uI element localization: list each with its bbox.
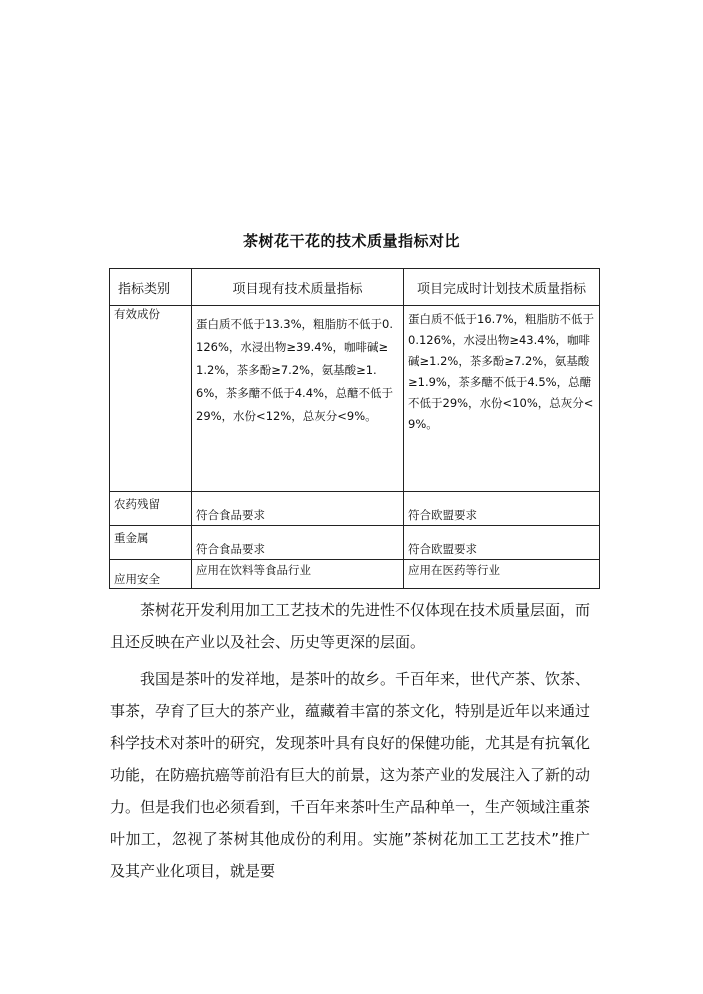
table-header-row	[110, 269, 600, 306]
header-category: 指标类别	[110, 269, 192, 306]
row-current-value: 应用在饮料等食品行业	[192, 560, 404, 589]
paragraph: 茶树花开发利用加工工艺技术的先进性不仅体现在技术质量层面，而且还反映在产业以及社会、历史等更深的层面。	[110, 601, 591, 651]
row-current-value: 符合食品要求	[192, 526, 404, 560]
row-category: 农药残留	[110, 492, 192, 526]
row-planned-value: 符合欧盟要求	[404, 526, 600, 560]
table-row	[110, 492, 600, 526]
page-title: 茶树花干花的技术质量指标对比	[242, 232, 460, 250]
row-current-value: 蛋白质不低于13.3%，粗脂肪不低于0.126%，水浸出物≥39.4%，咖啡碱≥1.2%，茶多酚≥7.2%，氨基酸≥1.6%，茶多醣不低于4.4%，总醣不低于29%，水份<12%，总灰分<9%。	[192, 306, 404, 492]
row-category: 重金属	[110, 526, 192, 560]
body-text	[110, 594, 590, 892]
paragraph: 我国是茶叶的发祥地，是茶叶的故乡。千百年来，世代产茶、饮茶、事茶，孕育了巨大的茶产业，蕴藏着丰富的茶文化，特别是近年以来通过科学技术对茶叶的研究，发现茶叶具有良好的保健功能，尤其是有抗氧化功能，在防癌抗癌等前沿有巨大的前景，这为茶产业的发展注入了新的动力。但是我们也必须看到，千百年来茶叶生产品种单一，生产领域注重茶叶加工，忽视了茶树其他成份的利用。实施”茶树花加工工艺技术”推广及其产业化项目，就是要	[110, 670, 591, 880]
header-planned: 项目完成时计划技术质量指标	[404, 269, 600, 306]
row-planned-value: 应用在医药等行业	[404, 560, 600, 589]
header-current: 项目现有技术质量指标	[192, 269, 404, 306]
row-planned-value: 蛋白质不低于16.7%，粗脂肪不低于0.126%，水浸出物≥43.4%，咖啡碱≥1.2%，茶多酚≥7.2%，氨基酸≥1.9%，茶多醣不低于4.5%，总醣不低于29%，水份<10%，总灰分<9%。	[404, 306, 600, 492]
table-row	[110, 306, 600, 492]
row-category: 应用安全	[110, 560, 192, 589]
row-planned-value: 符合欧盟要求	[404, 492, 600, 526]
row-current-value: 符合食品要求	[192, 492, 404, 526]
table-row	[110, 560, 600, 589]
table-row	[110, 526, 600, 560]
row-category: 有效成份	[110, 306, 192, 492]
quality-comparison-table	[109, 268, 600, 589]
